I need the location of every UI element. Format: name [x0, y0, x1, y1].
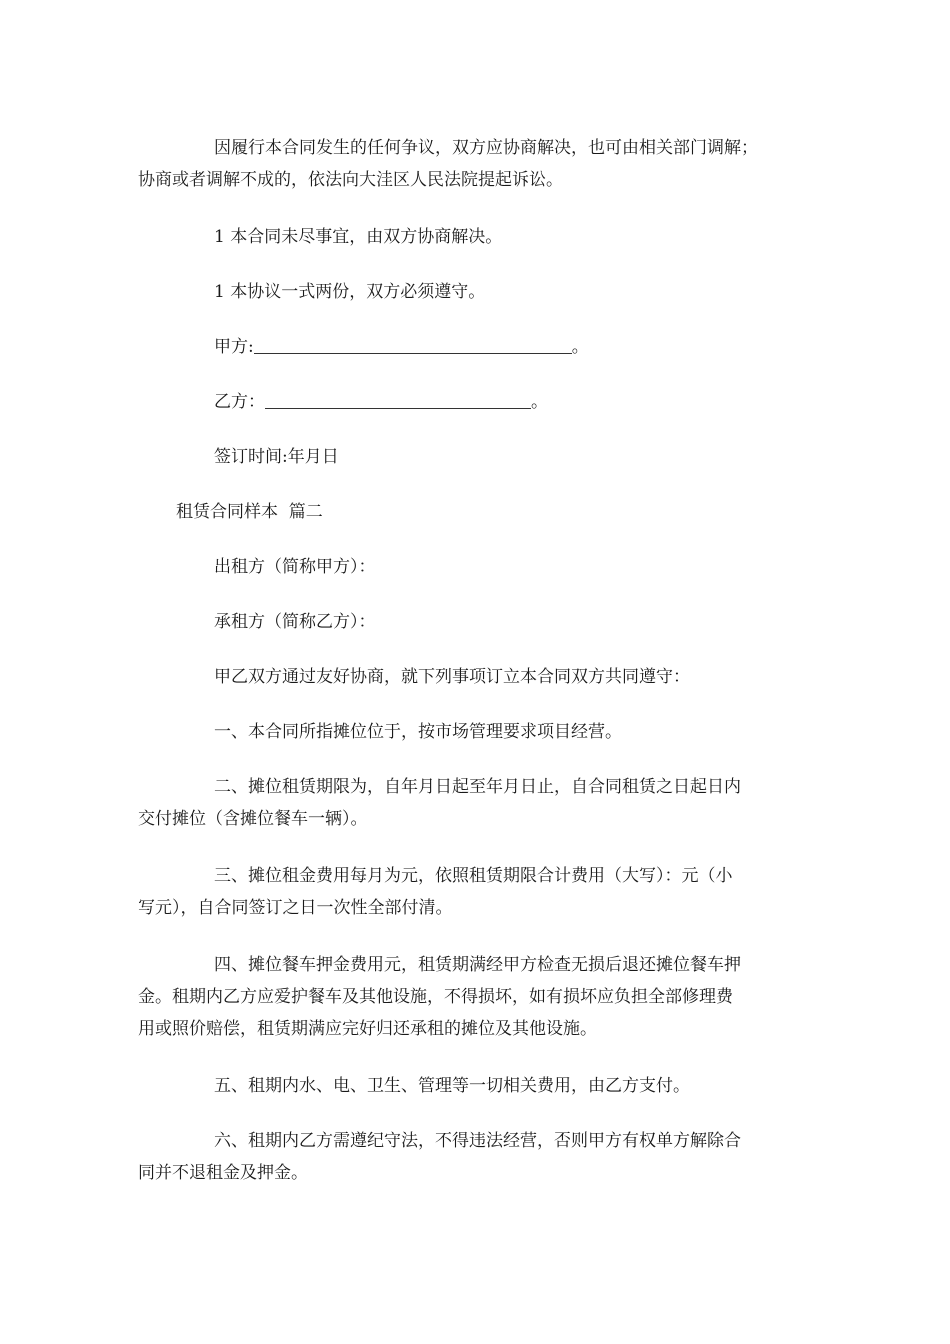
text-line: 1 本合同未尽事宜，由双方协商解决。 — [214, 227, 503, 247]
text-line: 同并不退租金及押金。 — [138, 1163, 308, 1183]
paragraph-clause-3 — [138, 860, 810, 924]
text-line: 甲乙双方通过友好协商，就下列事项订立本合同双方共同遵守： — [214, 667, 690, 687]
text-line: 1 本协议一式两份，双方必须遵守。 — [214, 282, 486, 302]
text-line: 交付摊位（含摊位餐车一辆）。 — [138, 809, 368, 829]
text-line: 二、摊位租赁期限为，自年月日起至年月日止，自合同租赁之日起日内 — [214, 777, 741, 797]
text-line: 用或照价赔偿，租赁期满应完好归还承租的摊位及其他设施。 — [138, 1019, 597, 1039]
text-line: 金。租期内乙方应爱护餐车及其他设施，不得损坏，如有损坏应负担全部修理费 — [138, 987, 733, 1007]
text-line: 签订时间:年月日 — [214, 447, 339, 467]
paragraph-lessor — [138, 551, 810, 583]
section-title — [138, 496, 810, 528]
text-line: 一、本合同所指摊位位于，按市场管理要求项目经营。 — [214, 722, 622, 742]
party-b-signature-line — [138, 386, 810, 418]
paragraph-sign-date — [138, 441, 810, 473]
text-line: 因履行本合同发生的任何争议，双方应协商解决，也可由相关部门调解； — [214, 138, 758, 158]
paragraph-intro — [138, 661, 810, 693]
paragraph-clause-4 — [138, 949, 810, 1045]
paragraph-clause-2 — [138, 771, 810, 835]
text-line: 协商或者调解不成的，依法向大洼区人民法院提起诉讼。 — [138, 170, 563, 190]
section-title-text: 租赁合同样本 篇二 — [176, 502, 323, 522]
text-line: 承租方（简称乙方）： — [214, 612, 376, 632]
text-line: 六、租期内乙方需遵纪守法，不得违法经营，否则甲方有权单方解除合 — [214, 1131, 741, 1151]
paragraph-clause-1 — [138, 716, 810, 748]
party-a-end-mark: 。 — [571, 337, 589, 357]
paragraph-item-copies — [138, 276, 810, 308]
text-line: 四、摊位餐车押金费用元，租赁期满经甲方检查无损后退还摊位餐车押 — [214, 955, 741, 975]
party-b-blank-field — [265, 390, 531, 409]
paragraph-clause-6 — [138, 1125, 810, 1189]
party-a-signature-line — [138, 331, 810, 363]
paragraph-item-unsettled — [138, 221, 810, 253]
text-line: 三、摊位租金费用每月为元，依照租赁期限合计费用（大写）：元（小 — [214, 866, 733, 886]
party-a-label: 甲方: — [214, 337, 254, 357]
signature-row — [138, 331, 810, 363]
signature-row — [138, 386, 810, 418]
party-b-label: 乙方： — [214, 392, 265, 412]
paragraph-clause-5 — [138, 1070, 810, 1102]
paragraph-dispute — [138, 132, 810, 196]
text-line: 写元），自合同签订之日一次性全部付清。 — [138, 898, 453, 918]
paragraph-lessee — [138, 606, 810, 638]
text-line: 出租方（简称甲方）： — [214, 557, 376, 577]
party-b-end-mark: 。 — [531, 392, 548, 412]
party-a-blank-field — [254, 335, 572, 354]
text-line: 五、租期内水、电、卫生、管理等一切相关费用，由乙方支付。 — [214, 1076, 690, 1096]
